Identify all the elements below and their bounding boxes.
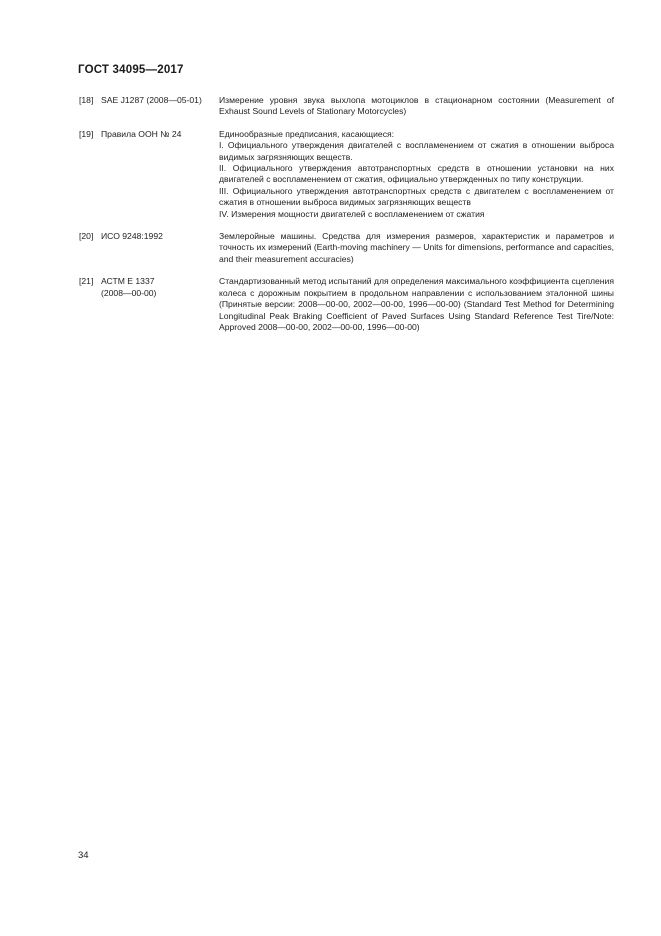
- reference-number: [19]: [79, 128, 94, 139]
- reference-number: [18]: [79, 95, 94, 105]
- reference-entry-18: [79, 95, 614, 118]
- reference-entry-20: [79, 231, 614, 265]
- reference-label: [79, 95, 219, 118]
- reference-id: АСТМ Е 1337 (2008—00-00): [101, 276, 157, 298]
- reference-number: [21]: [79, 276, 94, 287]
- reference-number: [20]: [79, 231, 94, 242]
- reference-paragraph: Единообразные предписания, касающиеся:: [219, 128, 395, 139]
- reference-id: Правила ООН № 24: [101, 128, 182, 139]
- page-number: 34: [78, 850, 89, 861]
- reference-paragraph: Землеройные машины. Средства для измерения размеров, характеристик и параметров и точность их измерений (Earth-moving machinery — Units for dimensions, performance and capacities, and their measurement accuracies): [219, 231, 614, 264]
- reference-paragraph: Стандартизованный метод испытаний для определения максимального коэффициента сцепления колеса с дорожным покрытием в продольном направлении с использованием эталонной шины (Принятые версии: 2008—00-00, 2002—00-00, 1996—00-00) (Standard Test Method for Determining Longitudinal Peak Braking Coefficient of Paved Surfaces Using Standard Reference Test Tire/Note: Approved 2008—00-00, 2002—00-00, 1996—00-00): [219, 276, 614, 332]
- reference-id: SAE J1287 (2008—05-01): [101, 95, 202, 105]
- reference-entry-19: [79, 129, 614, 220]
- reference-label: [79, 231, 219, 265]
- reference-paragraph: III. Официального утверждения автотранспортных средств с двигателем с воспламенением от сжатия в отношении выброса видимых загрязняющих веществ: [219, 185, 614, 208]
- reference-description: [219, 95, 614, 118]
- reference-label: [79, 129, 219, 220]
- reference-id: ИСО 9248:1992: [101, 231, 163, 242]
- reference-paragraph: Измерение уровня звука выхлопа мотоциклов в стационарном состоянии (Measurement of Exhaust Sound Levels of Stationary Motorcycles): [219, 95, 614, 117]
- bibliography-list: [79, 95, 614, 344]
- document-header: ГОСТ 34095—2017: [78, 64, 184, 76]
- reference-paragraph: IV. Измерения мощности двигателей с воспламенением от сжатия: [219, 208, 485, 219]
- reference-description: [219, 129, 614, 220]
- reference-description: [219, 276, 614, 333]
- reference-paragraph: I. Официального утверждения двигателей с воспламенением от сжатия в отношении выброса видимых загрязняющих веществ.: [219, 140, 614, 162]
- reference-description: [219, 231, 614, 265]
- reference-paragraph: II. Официального утверждения автотранспортных средств в отношении установки на них двигателей с воспламенением от сжатия, официально утвержденных по типу конструкции.: [219, 163, 614, 185]
- reference-label: [79, 276, 219, 333]
- reference-entry-21: [79, 276, 614, 333]
